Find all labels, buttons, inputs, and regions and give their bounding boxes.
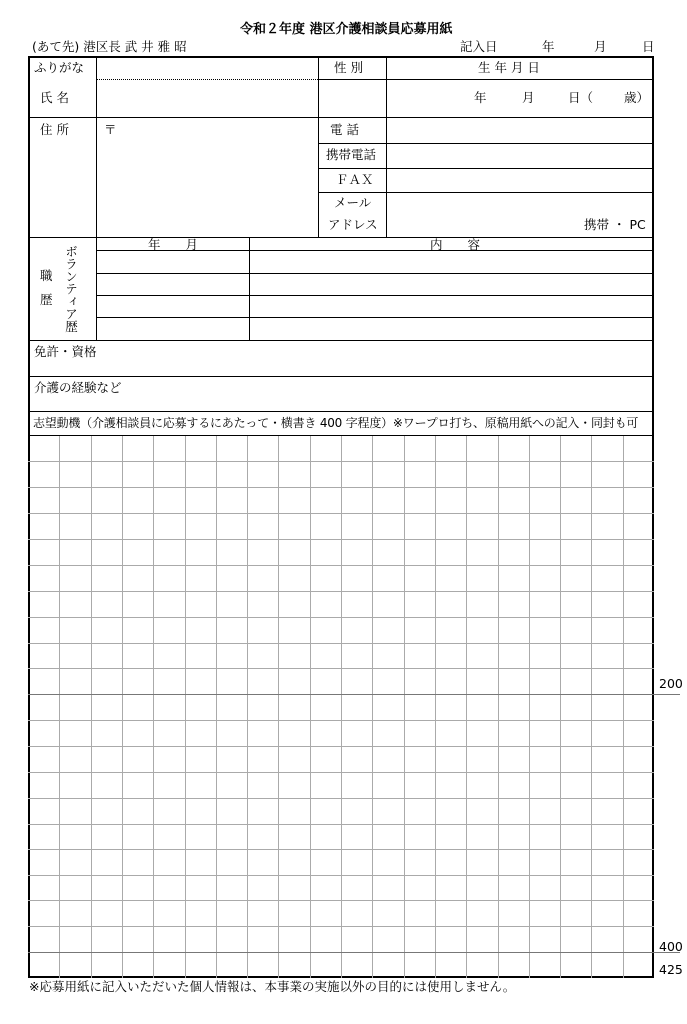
career-label-2: 歴	[40, 292, 53, 307]
col-line	[318, 56, 319, 237]
grid-column-line	[529, 435, 530, 978]
mail-type-label: 携帯 ・ PC	[584, 217, 646, 232]
age-day-label: 日（	[568, 90, 594, 105]
grid-row-line	[28, 487, 654, 488]
mail-label-2: アドレス	[328, 217, 378, 232]
grid-row-line	[28, 798, 654, 799]
grid-row-line	[28, 539, 654, 540]
addressee: (あて先) 港区長 武 井 雅 昭	[32, 39, 187, 54]
furigana-underline	[96, 79, 318, 80]
grid-row-line	[28, 746, 654, 747]
age-unit-label: 歳）	[624, 90, 650, 105]
postal-mark: 〒	[104, 122, 117, 137]
grid-row-line	[28, 720, 654, 721]
grid-column-line	[185, 435, 186, 978]
entry-date-day: 日	[642, 39, 655, 54]
row-line	[96, 295, 654, 296]
grid-column-line	[435, 435, 436, 978]
col-line	[249, 237, 250, 340]
row-line	[318, 168, 654, 169]
grid-column-line	[278, 435, 279, 978]
char-count-200: 200	[659, 676, 683, 691]
address-label: 住 所	[40, 122, 69, 137]
grid-column-line	[247, 435, 248, 978]
grid-column-line	[153, 435, 154, 978]
entry-date-year: 年	[542, 39, 555, 54]
grid-row-line	[28, 772, 654, 773]
name-label: 氏 名	[40, 90, 69, 105]
grid-row-line	[28, 513, 654, 514]
row-line	[96, 317, 654, 318]
grid-row-line	[28, 849, 654, 850]
grid-column-line	[122, 435, 123, 978]
volunteer-label: ボランティア歴	[63, 245, 79, 333]
grid-row-line	[28, 875, 654, 876]
row-line	[96, 273, 654, 274]
grid-row-line	[28, 565, 654, 566]
birth-date-label: 生 年 月 日	[478, 60, 540, 75]
mail-label-1: メール	[334, 195, 372, 210]
grid-row-line	[28, 591, 654, 592]
grid-column-line	[91, 435, 92, 978]
grid-column-line	[560, 435, 561, 978]
char-count-400: 400	[659, 939, 683, 954]
license-label: 免許・資格	[34, 344, 97, 359]
grid-row-line	[28, 900, 654, 901]
gender-label: 性 別	[334, 60, 363, 75]
grid-column-line	[310, 435, 311, 978]
entry-date-month: 月	[594, 39, 607, 54]
row-line	[318, 79, 654, 80]
row-line	[28, 340, 654, 341]
entry-date-label: 記入日	[460, 39, 498, 54]
grid-column-line	[341, 435, 342, 978]
grid-row-line	[28, 643, 654, 644]
grid-row-line	[28, 617, 654, 618]
row-line	[28, 376, 654, 377]
char-count-425: 425	[659, 962, 683, 977]
grid-row-line	[28, 668, 654, 669]
row-line	[318, 117, 654, 118]
row-line	[28, 411, 654, 412]
row-line	[28, 117, 318, 118]
grid-column-line	[466, 435, 467, 978]
grid-column-line	[404, 435, 405, 978]
row-line	[318, 143, 654, 144]
career-label-1: 職	[40, 268, 53, 283]
grid-column-line	[623, 435, 624, 978]
grid-row-line	[28, 824, 654, 825]
footer-note: ※応募用紙に記入いただいた個人情報は、本事業の実施以外の目的には使用しません。	[29, 979, 516, 994]
grid-column-line	[216, 435, 217, 978]
furigana-label: ふりがな	[34, 60, 85, 75]
grid-column-line	[591, 435, 592, 978]
grid-top-line	[28, 435, 654, 436]
content-header: 内 容	[430, 237, 481, 252]
grid-column-line	[372, 435, 373, 978]
phone-label: 電 話	[330, 122, 359, 137]
grid-row-line	[28, 461, 654, 462]
mobile-label: 携帯電話	[326, 147, 377, 162]
row-line	[28, 237, 654, 238]
col-line	[96, 56, 97, 237]
form-title: 令和２年度 港区介護相談員応募用紙	[240, 22, 453, 37]
grid-row-line	[28, 926, 654, 927]
age-month-label: 月	[522, 90, 535, 105]
grid-column-line	[498, 435, 499, 978]
age-year-label: 年	[474, 90, 487, 105]
row-line	[318, 192, 654, 193]
grid-row-line	[28, 952, 680, 953]
grid-row-line	[28, 694, 680, 695]
col-line	[386, 56, 387, 237]
col-line	[96, 237, 97, 340]
year-month-header: 年 月	[148, 237, 199, 252]
motivation-label: 志望動機（介護相談員に応募するにあたって・横書き 400 字程度）※ワープロ打ち、原稿用紙への記入・同封も可	[33, 416, 639, 430]
fax-label: ＦＡＸ	[336, 172, 374, 187]
care-experience-label: 介護の経験など	[34, 380, 122, 395]
grid-column-line	[59, 435, 60, 978]
